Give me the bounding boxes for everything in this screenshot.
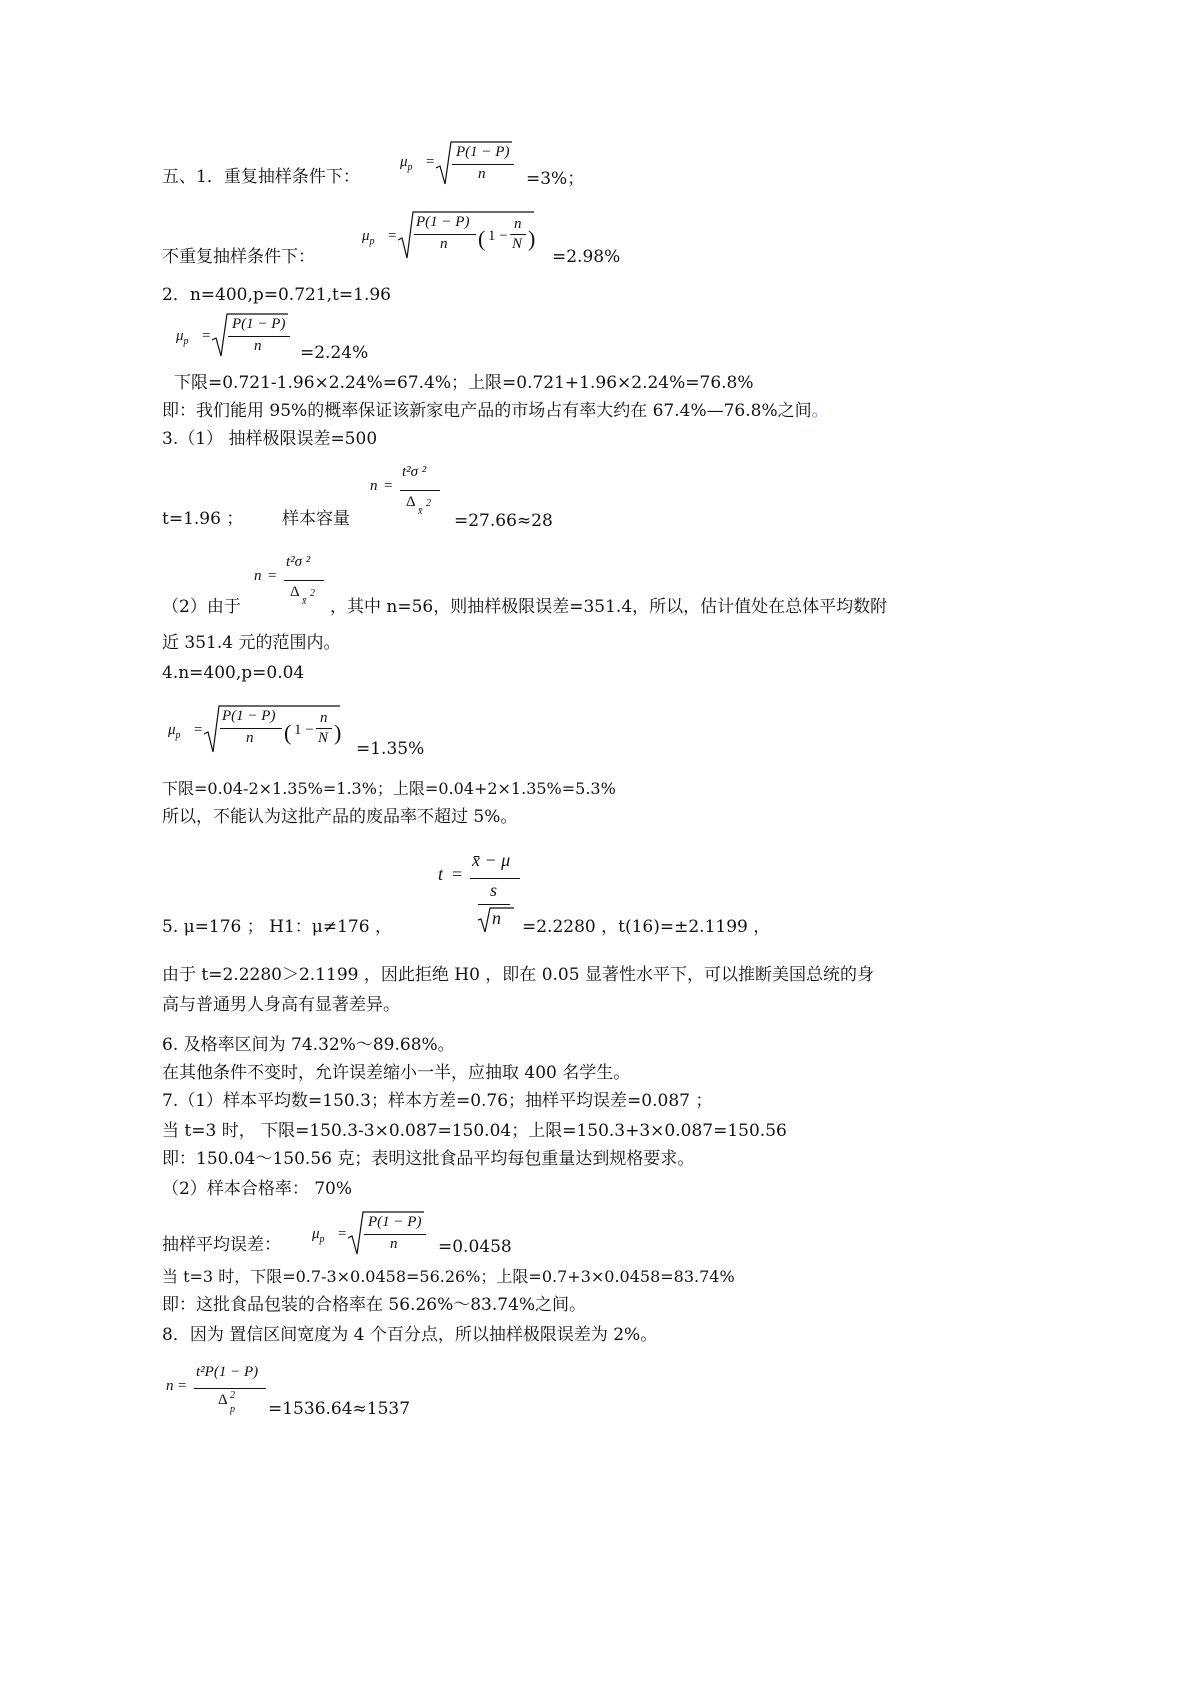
q6-line2: 在其他条件不变时，允许误差缩小一半，应抽取 400 名学生。 xyxy=(162,1063,631,1083)
q2-line: 2．n=400,p=0.721,t=1.96 xyxy=(162,285,391,305)
q7-line2: 当 t=3 时， 下限=150.3-3×0.087=150.04；上限=150.3+3×0.087=150.56 xyxy=(162,1121,787,1141)
formula-mu-p-q2: $\mu_p$ = P(1 − P) n xyxy=(176,308,306,364)
formula-mu-p-q4: $\mu_p$ = P(1 − P) n ( 1 − n N ) xyxy=(168,700,358,760)
q1-nr-result: =2.98% xyxy=(552,247,621,267)
formula-t-stat: t = x̄ − μ s n xyxy=(438,846,538,936)
q7-err-result: =0.0458 xyxy=(438,1237,512,1257)
q7-line4: （2）样本合格率： 70% xyxy=(162,1179,353,1199)
q3-2-text: ，其中 n=56，则抽样极限误差=351.4，所以，估计值处在总体平均数附 xyxy=(330,597,888,617)
q5-text1: 由于 t=2.2280＞2.1199 ，因此拒绝 H0 ，即在 0.05 显著性水平下，可以推断美国总统的身 xyxy=(162,965,874,985)
q7-line7: 即：这批食品包装的合格率在 56.26%～83.74%之间。 xyxy=(162,1295,587,1315)
q3-2-label: （2）由于 xyxy=(162,597,241,617)
q7-line3: 即：150.04～150.56 克；表明这批食品平均每包重量达到规格要求。 xyxy=(162,1149,695,1169)
q5-label: 5. μ=176 ； H1：μ≠176 ， xyxy=(162,917,392,937)
q3-line: 3.（1） 抽样极限误差=500 xyxy=(162,429,378,449)
q8-line: 8．因为 置信区间宽度为 4 个百分点，所以抽样极限误差为 2%。 xyxy=(162,1325,658,1345)
q3-sample: 样本容量 xyxy=(282,509,350,529)
formula-n-sample-2: n = t²σ ² Δ x̄ 2 xyxy=(254,552,334,616)
q5-result: =2.2280 ，t(16)=±2.1199 ， xyxy=(522,917,771,937)
q8-result: =1536.64≈1537 xyxy=(268,1399,411,1419)
formula-mu-p-repeated: $\mu_p$ = P(1 − P) n xyxy=(400,136,550,196)
q4-conclusion: 所以，不能认为这批产品的废品率不超过 5%。 xyxy=(162,807,518,827)
formula-mu-p-q7: $\mu_p$ = P(1 − P) n xyxy=(312,1206,442,1262)
q3-result: =27.66≈28 xyxy=(454,511,553,531)
q3-2-cont: 近 351.4 元的范围内。 xyxy=(162,633,341,653)
q7-line1: 7.（1）样本平均数=150.3；样本方差=0.76；抽样平均误差=0.087 ； xyxy=(162,1091,713,1111)
q7-line6: 当 t=3 时，下限=0.7-3×0.0458=56.26%；上限=0.7+3×0.0458=83.74% xyxy=(162,1267,735,1286)
q3-t: t=1.96 ； xyxy=(162,509,244,529)
q4-limits: 下限=0.04-2×1.35%=1.3%；上限=0.04+2×1.35%=5.3% xyxy=(162,779,616,798)
q2-limits: 下限=0.721-1.96×2.24%=67.4%；上限=0.721+1.96×2.24%=76.8% xyxy=(174,373,754,393)
formula-n-sample: n = t²σ ² Δ x̄ 2 xyxy=(370,462,450,526)
q2-result: =2.24% xyxy=(300,343,369,363)
q1-result: =3%； xyxy=(526,169,585,189)
q7-err-label: 抽样平均误差： xyxy=(162,1235,281,1255)
formula-n-q8: n = t²P(1 − P) Δ 2 p xyxy=(166,1360,286,1424)
q2-conclusion: 即：我们能用 95%的概率保证该新家电产品的市场占有率大约在 67.4%—76.8%之间。 xyxy=(162,401,829,421)
q4-line: 4.n=400,p=0.04 xyxy=(162,663,305,683)
q1-nr-label: 不重复抽样条件下： xyxy=(162,247,315,267)
formula-mu-p-nonrepeated: $\mu_p$ = P(1 − P) n ( 1 − n N ) xyxy=(362,206,542,266)
q1-label: 五、1．重复抽样条件下： xyxy=(162,167,360,187)
q5-text2: 高与普通男人身高有显著差异。 xyxy=(162,995,400,1015)
q6-line1: 6. 及格率区间为 74.32%～89.68%。 xyxy=(162,1035,455,1055)
q4-result: =1.35% xyxy=(356,739,425,759)
